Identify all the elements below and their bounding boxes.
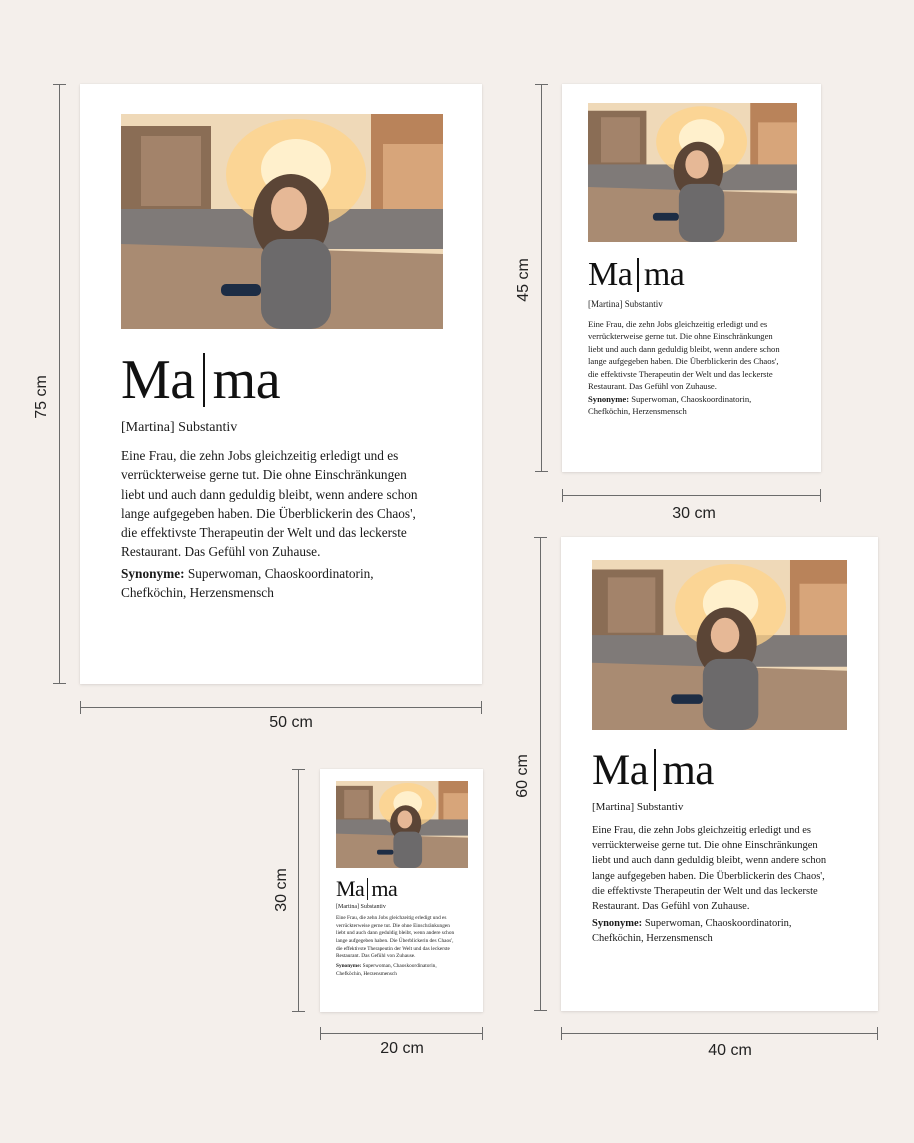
synonyms-line: Superwoman, Chaoskoordinatorin,: [644, 918, 792, 929]
dimension-tick: [320, 1027, 321, 1040]
title-divider: [367, 878, 368, 900]
dimension-tick: [534, 1010, 547, 1011]
definition-line: die effektivste Therapeutin der Welt und das leckerste: [588, 368, 773, 379]
poster-photo: [121, 114, 443, 329]
name-bracket: [Martina]: [336, 904, 359, 910]
synonyms-line: Superwoman, Chaoskoordinatorin,: [631, 394, 752, 404]
definition-line: Eine Frau, die zehn Jobs gleichzeitig erledigt und es: [588, 319, 768, 329]
definition-line: lange aufgegeben haben. Die Überblickerin des Chaos',: [588, 356, 779, 367]
synonyms-label: Synonyme:: [588, 394, 630, 404]
synonyms-label: Synonyme:: [592, 918, 643, 929]
word-class-label: Substantiv: [178, 420, 238, 435]
title-word-right: ma: [212, 349, 281, 411]
word-class: [336, 904, 386, 910]
word-class: [588, 299, 663, 309]
width-dimension-line: [561, 1033, 878, 1034]
definition-text: [588, 318, 808, 393]
height-dimension-line: [59, 84, 60, 684]
dimension-tick: [481, 701, 482, 714]
height-dimension-line: [540, 537, 541, 1011]
height-label-30: 30 cm: [273, 868, 290, 912]
title-divider: [637, 258, 639, 292]
width-label-20: 20 cm: [380, 1040, 424, 1057]
height-label-75: 75 cm: [33, 375, 50, 419]
width-label-50: 50 cm: [269, 714, 313, 731]
photo-illustration: [121, 114, 443, 329]
width-label-30: 30 cm: [672, 505, 716, 522]
poster-30x45: [562, 84, 821, 472]
synonyms: [336, 963, 476, 978]
synonyms-line: Superwoman, Chaoskoordinatorin,: [187, 566, 374, 581]
dimension-tick: [820, 489, 821, 502]
title-word-left: Ma: [336, 876, 365, 901]
definition-line: lange aufgegeben haben. Die Überblickerin des Chaos',: [336, 938, 454, 945]
synonyms-label: Synonyme:: [336, 963, 362, 969]
synonyms-line: Chefköchin, Herzensmensch: [588, 406, 687, 417]
definition-line: liebt und auch dann geduldig bleibt, wenn andere schon: [592, 855, 827, 867]
dimension-tick: [53, 84, 66, 85]
width-label-40: 40 cm: [708, 1042, 752, 1059]
word-class-label: Substantiv: [624, 299, 663, 309]
definition-line: lange aufgegeben haben. Die Überblickerin des Chaos',: [121, 505, 416, 521]
dimension-tick: [562, 489, 563, 502]
height-dimension-line: [298, 769, 299, 1012]
synonyms-line: Superwoman, Chaoskoordinatorin,: [362, 963, 437, 969]
photo-illustration: [592, 560, 847, 730]
definition-line: Eine Frau, die zehn Jobs gleichzeitig erledigt und es: [121, 448, 399, 463]
definition-text: [336, 915, 476, 961]
synonyms: [592, 916, 862, 946]
synonyms-label: Synonyme:: [121, 566, 185, 581]
dimension-tick: [80, 701, 81, 714]
definition-line: lange aufgegeben haben. Die Überblickerin des Chaos',: [592, 870, 825, 882]
dimension-tick: [53, 683, 66, 684]
poster-title: [121, 349, 281, 411]
dimension-tick: [561, 1027, 562, 1040]
definition-line: die effektivste Therapeutin der Welt und das leckerste: [336, 945, 450, 952]
synonyms: [588, 393, 808, 418]
definition-line: liebt und auch dann geduldig bleibt, wenn andere schon: [121, 486, 418, 502]
poster-photo: [592, 560, 847, 730]
poster-20x30: [320, 769, 483, 1012]
dimension-tick: [877, 1027, 878, 1040]
word-class: [121, 420, 237, 436]
dimension-tick: [292, 769, 305, 770]
title-word-left: Ma: [592, 746, 649, 794]
width-dimension-line: [562, 495, 821, 496]
title-word-right: ma: [371, 876, 398, 901]
poster-40x60: [561, 537, 878, 1011]
definition-line: Restaurant. Das Gefühl von Zuhause.: [121, 544, 321, 560]
name-bracket: [Martina]: [592, 801, 635, 813]
width-dimension-line: [320, 1033, 483, 1034]
synonyms-line: Chefköchin, Herzensmensch: [336, 970, 397, 977]
definition-line: verrückterweise gerne tut. Die ohne Einschränkungen: [592, 840, 818, 852]
definition-line: liebt und auch dann geduldig bleibt, wenn andere schon: [336, 930, 455, 937]
definition-text: [121, 446, 451, 562]
poster-title: [588, 257, 684, 293]
title-divider: [654, 749, 656, 791]
title-word-right: ma: [662, 746, 714, 794]
word-class-label: Substantiv: [636, 801, 684, 813]
definition-line: Restaurant. Das Gefühl von Zuhause.: [592, 901, 750, 913]
definition-line: die effektivste Therapeutin der Welt und das leckerste: [592, 885, 818, 897]
height-label-45: 45 cm: [515, 258, 532, 302]
poster-photo: [588, 103, 797, 242]
dimension-tick: [534, 537, 547, 538]
word-class-label: Substantiv: [360, 904, 386, 910]
photo-illustration: [588, 103, 797, 242]
title-word-left: Ma: [121, 349, 195, 411]
poster-title: [336, 877, 397, 901]
definition-line: verrückterweise gerne tut. Die ohne Einschränkungen: [588, 331, 773, 342]
title-divider: [203, 353, 205, 407]
definition-line: verrückterweise gerne tut. Die ohne Einschränkungen: [121, 467, 407, 483]
synonyms: [121, 564, 451, 603]
definition-line: Eine Frau, die zehn Jobs gleichzeitig erledigt und es: [592, 825, 811, 836]
dimension-tick: [535, 84, 548, 85]
title-word-right: ma: [643, 256, 685, 293]
height-dimension-line: [541, 84, 542, 472]
definition-text: [592, 823, 862, 914]
dimension-tick: [482, 1027, 483, 1040]
definition-line: verrückterweise gerne tut. Die ohne Einschränkungen: [336, 922, 450, 929]
definition-line: die effektivste Therapeutin der Welt und das leckerste: [121, 525, 407, 541]
photo-illustration: [336, 781, 468, 868]
name-bracket: [Martina]: [121, 420, 175, 435]
poster-50x75: [80, 84, 482, 684]
definition-line: Restaurant. Das Gefühl von Zuhause.: [588, 381, 717, 392]
width-dimension-line: [80, 707, 482, 708]
word-class: [592, 801, 683, 813]
height-label-60: 60 cm: [514, 754, 531, 798]
poster-title: [592, 748, 714, 792]
poster-photo: [336, 781, 468, 868]
definition-line: Eine Frau, die zehn Jobs gleichzeitig erledigt und es: [336, 915, 447, 921]
synonyms-line: Chefköchin, Herzensmensch: [121, 585, 274, 601]
dimension-tick: [292, 1011, 305, 1012]
dimension-tick: [535, 471, 548, 472]
name-bracket: [Martina]: [588, 299, 623, 309]
definition-line: Restaurant. Das Gefühl von Zuhause.: [336, 953, 416, 960]
definition-line: liebt und auch dann geduldig bleibt, wenn andere schon: [588, 343, 780, 354]
title-word-left: Ma: [588, 256, 633, 293]
synonyms-line: Chefköchin, Herzensmensch: [592, 933, 713, 945]
